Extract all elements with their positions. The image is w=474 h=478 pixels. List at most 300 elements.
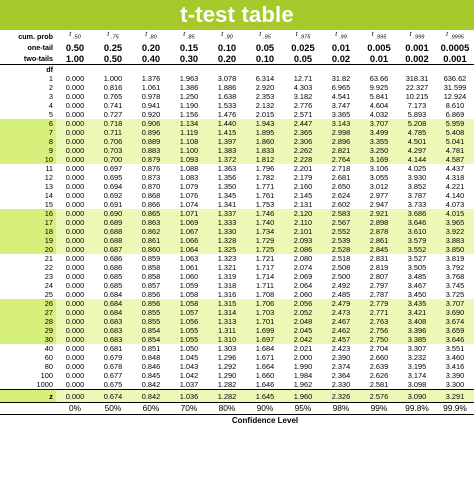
- two-tails-cell: 0.01: [360, 53, 398, 65]
- value-cell: 0.678: [103, 362, 123, 372]
- value-cell: 0.703: [94, 146, 132, 155]
- value-cell: 0.000: [56, 236, 94, 245]
- value-cell: 0.859: [141, 254, 161, 264]
- value-cell: 1.711: [256, 281, 274, 291]
- cum-prob-cell: t $_{.99}$: [335, 31, 347, 41]
- value-cell: 2.571: [293, 110, 313, 120]
- table-row: [0, 101, 474, 110]
- value-cell: 0.000: [65, 83, 85, 93]
- value-cell: 1.316: [217, 290, 237, 300]
- value-cell: 4.604: [369, 101, 389, 111]
- t-table: [0, 30, 474, 426]
- table-row: [0, 164, 474, 173]
- two-tails-cell: 0.001: [436, 53, 474, 65]
- value-cell: 1.292: [217, 362, 237, 372]
- df-cell: 15: [44, 200, 53, 210]
- value-cell: 0.845: [141, 371, 161, 381]
- confidence-label-row: [0, 415, 474, 427]
- value-cell: 2.048: [284, 317, 322, 326]
- value-cell: 3.852: [407, 182, 427, 192]
- table-row: [0, 317, 474, 326]
- value-cell: 1.345: [217, 191, 237, 201]
- table-row: [0, 182, 474, 191]
- value-cell: 1.895: [246, 128, 284, 137]
- value-cell: 0.000: [56, 209, 94, 218]
- value-cell: 1.066: [170, 236, 208, 245]
- value-cell: 3.787: [407, 191, 427, 201]
- value-cell: 0.000: [65, 281, 85, 291]
- z-value-cell: 3.291: [436, 390, 474, 403]
- value-cell: 2.131: [293, 200, 313, 210]
- value-cell: 4.541: [331, 92, 351, 102]
- value-cell: 2.567: [322, 218, 360, 227]
- value-cell: 2.704: [369, 344, 389, 354]
- value-cell: 3.505: [407, 263, 427, 273]
- table-row: [0, 236, 474, 245]
- two-tails-cell: 0.50: [94, 53, 132, 65]
- value-cell: 2.947: [369, 200, 389, 210]
- value-cell: 1.708: [255, 290, 275, 300]
- z-value-cell: 2.326: [322, 390, 360, 403]
- value-cell: 1.706: [246, 299, 284, 308]
- table-row: [0, 245, 474, 254]
- value-cell: 0.889: [132, 137, 170, 146]
- value-cell: 8.610: [445, 101, 465, 111]
- value-cell: 3.174: [407, 371, 427, 381]
- value-cell: 2.145: [293, 191, 313, 201]
- value-cell: 2.374: [331, 362, 351, 372]
- value-cell: 0.920: [141, 110, 161, 120]
- df-cell: 25: [44, 290, 53, 300]
- confidence-cell: 98%: [322, 403, 360, 415]
- value-cell: 1.071: [170, 209, 208, 218]
- value-cell: 3.552: [398, 245, 436, 254]
- confidence-row: [0, 403, 474, 415]
- table-row: [0, 110, 474, 119]
- value-cell: 63.66: [369, 74, 389, 84]
- value-cell: 2.896: [322, 137, 360, 146]
- value-cell: 4.785: [398, 128, 436, 137]
- value-cell: 1.061: [179, 263, 199, 273]
- table-row: [0, 326, 474, 335]
- value-cell: 3.143: [322, 119, 360, 128]
- value-cell: 3.499: [360, 128, 398, 137]
- value-cell: 2.093: [284, 236, 322, 245]
- value-cell: 1.703: [246, 308, 284, 317]
- value-cell: 1.325: [208, 245, 246, 254]
- value-cell: 9.925: [369, 83, 389, 93]
- value-cell: 0.000: [65, 272, 85, 282]
- value-cell: 3.250: [360, 146, 398, 155]
- cum-prob-cell: t $_{.90}$: [221, 31, 233, 41]
- df-cell: 1: [48, 74, 53, 84]
- value-cell: 4.073: [445, 200, 465, 210]
- value-cell: 0.906: [132, 119, 170, 128]
- value-cell: 0.000: [56, 308, 94, 317]
- value-cell: 0.683: [94, 317, 132, 326]
- value-cell: 0.941: [141, 101, 161, 111]
- value-cell: 0.000: [65, 164, 85, 174]
- value-cell: 2.306: [284, 137, 322, 146]
- value-cell: 1.372: [208, 155, 246, 164]
- table-row: [0, 92, 474, 101]
- value-cell: 2.771: [360, 308, 398, 317]
- value-cell: 0.685: [103, 281, 123, 291]
- value-cell: 1.684: [255, 344, 275, 354]
- value-cell: 1.156: [179, 110, 199, 120]
- one-tail-cell: 0.025: [291, 42, 315, 54]
- value-cell: 1.734: [246, 227, 284, 236]
- one-tail-cell: 0.0005: [440, 42, 470, 54]
- value-cell: 0.816: [103, 83, 123, 93]
- two-tails-cell: 0.10: [246, 53, 284, 65]
- value-cell: 31.82: [331, 74, 351, 84]
- value-cell: 1.376: [141, 74, 161, 84]
- value-cell: 0.691: [103, 200, 123, 210]
- value-cell: 0.000: [65, 362, 85, 372]
- confidence-cell: 80%: [208, 403, 246, 415]
- value-cell: 2.110: [284, 218, 322, 227]
- value-cell: 2.500: [331, 272, 351, 282]
- df-label: df: [46, 65, 53, 75]
- table-row: [0, 173, 474, 182]
- value-cell: 2.228: [284, 155, 322, 164]
- value-cell: 0.896: [132, 128, 170, 137]
- value-cell: 1.061: [141, 83, 161, 93]
- value-cell: 0.854: [132, 335, 170, 344]
- value-cell: 2.015: [255, 110, 275, 120]
- value-cell: 0.000: [65, 110, 85, 120]
- value-cell: 3.646: [436, 335, 474, 344]
- df-cell: 100: [40, 371, 53, 381]
- cum-prob-cell: t $_{.85}$: [183, 31, 195, 41]
- value-cell: 2.763: [360, 317, 398, 326]
- value-cell: 3.551: [445, 344, 465, 354]
- value-cell: 3.385: [398, 335, 436, 344]
- value-cell: 1.386: [179, 83, 199, 93]
- value-cell: 1.963: [179, 74, 199, 84]
- confidence-cell: 50%: [94, 403, 132, 415]
- value-cell: 1.984: [293, 371, 313, 381]
- value-cell: 3.300: [445, 380, 465, 390]
- value-cell: 2.508: [331, 263, 351, 273]
- value-cell: 1.055: [170, 335, 208, 344]
- value-cell: 3.055: [369, 173, 389, 183]
- value-cell: 2.353: [255, 92, 275, 102]
- z-value-cell: 3.090: [398, 390, 436, 403]
- value-cell: 0.855: [132, 317, 170, 326]
- value-cell: 0.679: [103, 353, 123, 363]
- value-cell: 1.074: [179, 200, 199, 210]
- df-cell: 16: [0, 209, 56, 218]
- df-cell: 26: [0, 299, 56, 308]
- value-cell: 1.699: [246, 326, 284, 335]
- cum-prob-cell: t $_{.9995}$: [446, 31, 464, 41]
- value-cell: 3.485: [407, 272, 427, 282]
- df-cell: 2: [48, 83, 53, 93]
- value-cell: 4.587: [436, 155, 474, 164]
- value-cell: 3.450: [407, 290, 427, 300]
- value-cell: 6.314: [255, 74, 275, 84]
- value-cell: 0.000: [65, 191, 85, 201]
- value-cell: 0.854: [132, 326, 170, 335]
- df-cell: 17: [0, 218, 56, 227]
- value-cell: 0.000: [65, 263, 85, 273]
- value-cell: 2.977: [369, 191, 389, 201]
- z-value-cell: 0.674: [94, 390, 132, 403]
- table-row: [0, 209, 474, 218]
- value-cell: 0.856: [141, 290, 161, 300]
- table-row: [0, 380, 474, 390]
- value-cell: 2.660: [369, 353, 389, 363]
- df-cell: 10: [0, 155, 56, 164]
- one-tail-label: one-tail: [27, 43, 53, 53]
- value-cell: 2.132: [255, 101, 275, 111]
- table-row: [0, 128, 474, 137]
- value-cell: 2.650: [331, 182, 351, 192]
- value-cell: 0.000: [65, 344, 85, 354]
- value-cell: 0.727: [103, 110, 123, 120]
- df-cell: 20: [0, 245, 56, 254]
- value-cell: 3.686: [398, 209, 436, 218]
- value-cell: 0.865: [132, 209, 170, 218]
- value-cell: 1.100: [170, 146, 208, 155]
- value-cell: 0.978: [141, 92, 161, 102]
- value-cell: 0.000: [56, 299, 94, 308]
- value-cell: 0.686: [103, 254, 123, 264]
- value-cell: 2.074: [293, 263, 313, 273]
- value-cell: 0.858: [141, 263, 161, 273]
- value-cell: 1.060: [179, 272, 199, 282]
- value-cell: 1.746: [246, 209, 284, 218]
- value-cell: 3.232: [407, 353, 427, 363]
- value-cell: 1.397: [208, 137, 246, 146]
- value-cell: 4.025: [407, 164, 427, 174]
- confidence-blank-cell: [0, 403, 56, 415]
- value-cell: 1.083: [179, 173, 199, 183]
- value-cell: 1.761: [255, 191, 275, 201]
- value-cell: 1.314: [208, 308, 246, 317]
- value-cell: 2.528: [322, 245, 360, 254]
- value-cell: 1.833: [246, 146, 284, 155]
- header-row-df: [0, 65, 474, 75]
- df-cell: 14: [44, 191, 53, 201]
- value-cell: 3.307: [407, 344, 427, 354]
- table-row: [0, 200, 474, 209]
- df-cell: 18: [0, 227, 56, 236]
- df-cell: 80: [44, 362, 53, 372]
- z-value-cell: 1.282: [208, 390, 246, 403]
- confidence-cell: 99.8%: [398, 403, 436, 415]
- value-cell: 0.681: [103, 344, 123, 354]
- value-cell: 1.058: [179, 290, 199, 300]
- value-cell: 1.037: [179, 380, 199, 390]
- value-cell: 1.440: [208, 119, 246, 128]
- value-cell: 0.857: [141, 281, 161, 291]
- value-cell: 2.101: [284, 227, 322, 236]
- value-cell: 1.296: [217, 353, 237, 363]
- value-cell: 0.866: [141, 200, 161, 210]
- value-cell: 3.725: [445, 290, 465, 300]
- value-cell: 0.688: [94, 236, 132, 245]
- value-cell: 31.599: [443, 83, 467, 93]
- value-cell: 0.687: [94, 245, 132, 254]
- value-cell: 636.62: [443, 74, 467, 84]
- value-cell: 1.119: [170, 128, 208, 137]
- value-cell: 1.076: [179, 191, 199, 201]
- value-cell: 12.924: [443, 92, 467, 102]
- value-cell: 1.064: [170, 245, 208, 254]
- value-cell: 3.435: [398, 299, 436, 308]
- cum-prob-cell: t $_{.999}$: [409, 31, 425, 41]
- confidence-cell: 0%: [56, 403, 94, 415]
- value-cell: 0.879: [132, 155, 170, 164]
- table-row: [0, 227, 474, 236]
- value-cell: 1.303: [217, 344, 237, 354]
- value-cell: 3.883: [436, 236, 474, 245]
- value-cell: 2.045: [284, 326, 322, 335]
- df-cell: 28: [0, 317, 56, 326]
- value-cell: 3.733: [407, 200, 427, 210]
- value-cell: 2.457: [322, 335, 360, 344]
- confidence-cell: 60%: [132, 403, 170, 415]
- value-cell: 4.781: [436, 146, 474, 155]
- value-cell: 5.959: [436, 119, 474, 128]
- value-cell: 1.330: [208, 227, 246, 236]
- value-cell: 1.079: [179, 182, 199, 192]
- value-cell: 0.686: [103, 263, 123, 273]
- value-cell: 3.421: [398, 308, 436, 317]
- two-tails-label: two-tails: [0, 53, 56, 65]
- value-cell: 2.160: [293, 182, 313, 192]
- value-cell: 1.055: [170, 326, 208, 335]
- value-cell: 2.764: [322, 155, 360, 164]
- value-cell: 0.694: [103, 182, 123, 192]
- value-cell: 1.796: [255, 164, 275, 174]
- table-row: [0, 74, 474, 83]
- value-cell: 0.000: [65, 92, 85, 102]
- value-cell: 0.000: [65, 173, 85, 183]
- value-cell: 3.355: [360, 137, 398, 146]
- value-cell: 2.467: [322, 317, 360, 326]
- one-tail-cell: 0.15: [179, 42, 199, 54]
- value-cell: 1.043: [179, 362, 199, 372]
- value-cell: 1.323: [217, 254, 237, 264]
- value-cell: 0.883: [132, 146, 170, 155]
- value-cell: 0.718: [94, 119, 132, 128]
- df-cell: 4: [48, 101, 53, 111]
- value-cell: 0.861: [132, 236, 170, 245]
- value-cell: 12.71: [293, 74, 313, 84]
- cum-prob-cell: t $_{.50}$: [69, 31, 81, 41]
- value-cell: 1.045: [179, 353, 199, 363]
- value-cell: 4.144: [398, 155, 436, 164]
- value-cell: 0.000: [65, 380, 85, 390]
- value-cell: 2.602: [331, 200, 351, 210]
- value-cell: 0.684: [103, 290, 123, 300]
- value-cell: 318.31: [405, 74, 429, 84]
- value-cell: 2.086: [284, 245, 322, 254]
- value-cell: 2.797: [369, 281, 389, 291]
- table-row: [0, 263, 474, 272]
- value-cell: 3.365: [331, 110, 351, 120]
- value-cell: 0.689: [94, 218, 132, 227]
- header-row-two-tails: [0, 53, 474, 65]
- value-cell: 2.819: [369, 263, 389, 273]
- value-cell: 0.860: [132, 245, 170, 254]
- value-cell: 2.898: [360, 218, 398, 227]
- df-blank-cell: [322, 65, 360, 75]
- z-value-cell: 2.576: [360, 390, 398, 403]
- value-cell: 2.042: [284, 335, 322, 344]
- value-cell: 4.221: [445, 182, 465, 192]
- value-cell: 0.863: [132, 218, 170, 227]
- df-cell: 9: [0, 146, 56, 155]
- header-row-cum-prob: [0, 30, 474, 42]
- value-cell: 0.684: [94, 308, 132, 317]
- value-cell: 2.365: [284, 128, 322, 137]
- df-blank-cell: [398, 65, 436, 75]
- confidence-label-blank: [0, 415, 56, 427]
- df-blank-cell: [208, 65, 246, 75]
- value-cell: 2.056: [284, 299, 322, 308]
- df-cell: 60: [44, 353, 53, 363]
- value-cell: 0.000: [56, 227, 94, 236]
- value-cell: 0.000: [56, 317, 94, 326]
- df-blank-cell: [94, 65, 132, 75]
- value-cell: 5.893: [407, 110, 427, 120]
- df-cell: 12: [44, 173, 53, 183]
- df-blank-cell: [436, 65, 474, 75]
- value-cell: 0.848: [141, 353, 161, 363]
- value-cell: 3.106: [369, 164, 389, 174]
- value-cell: 2.920: [255, 83, 275, 93]
- value-cell: 2.069: [293, 272, 313, 282]
- value-cell: 1.282: [217, 380, 237, 390]
- df-cell: 40: [44, 344, 53, 354]
- value-cell: 1.056: [170, 317, 208, 326]
- value-cell: 1.318: [217, 281, 237, 291]
- cum-prob-cell: t $_{.995}$: [371, 31, 387, 41]
- value-cell: 2.423: [331, 344, 351, 354]
- confidence-cell: 70%: [170, 403, 208, 415]
- value-cell: 1.313: [208, 317, 246, 326]
- one-tail-cell: 0.25: [103, 42, 123, 54]
- table-row: [0, 83, 474, 92]
- df-cell: 29: [0, 326, 56, 335]
- one-tail-cell: 0.01: [331, 42, 351, 54]
- value-cell: 0.858: [141, 272, 161, 282]
- value-cell: 2.878: [360, 227, 398, 236]
- value-cell: 3.579: [398, 236, 436, 245]
- z-value-cell: 1.036: [170, 390, 208, 403]
- value-cell: 1.990: [293, 362, 313, 372]
- df-cell: 22: [44, 263, 53, 273]
- cum-prob-cell: t $_{.75}$: [107, 31, 119, 41]
- value-cell: 1.356: [217, 173, 237, 183]
- df-cell: 27: [0, 308, 56, 317]
- value-cell: 0.855: [132, 308, 170, 317]
- value-cell: 0.711: [94, 128, 132, 137]
- value-cell: 1.671: [255, 353, 275, 363]
- df-blank-cell: [132, 65, 170, 75]
- value-cell: 0.690: [94, 209, 132, 218]
- value-cell: 0.868: [141, 191, 161, 201]
- value-cell: 3.527: [407, 254, 427, 264]
- value-cell: 1.058: [170, 299, 208, 308]
- value-cell: 3.707: [360, 119, 398, 128]
- value-cell: 1.725: [246, 245, 284, 254]
